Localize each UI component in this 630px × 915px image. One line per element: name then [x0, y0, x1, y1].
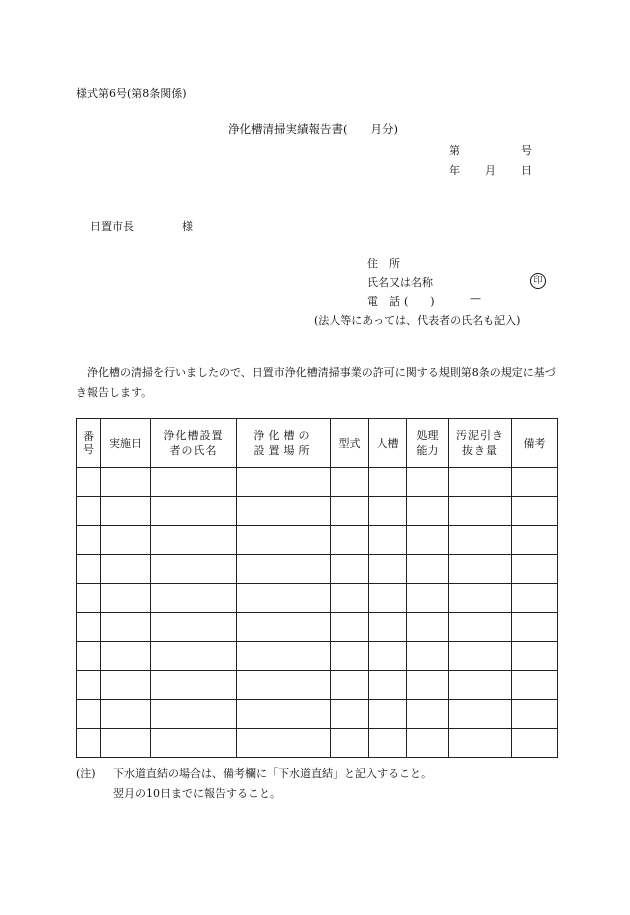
table-cell[interactable]	[237, 497, 331, 526]
table-cell[interactable]	[77, 700, 101, 729]
table-row	[77, 468, 558, 497]
table-cell[interactable]	[331, 700, 369, 729]
table-cell[interactable]	[237, 700, 331, 729]
table-cell[interactable]	[101, 700, 151, 729]
header-number: 番号	[77, 419, 101, 468]
table-cell[interactable]	[512, 584, 558, 613]
header-capacity-persons: 人槽	[369, 419, 407, 468]
document-title: 浄化槽清掃実績報告書( 月分)	[228, 122, 398, 136]
name-label: 氏名又は名称	[367, 276, 433, 289]
table-cell[interactable]	[237, 613, 331, 642]
table-cell[interactable]	[449, 613, 512, 642]
table-cell[interactable]	[449, 555, 512, 584]
table-cell[interactable]	[449, 671, 512, 700]
addressee-name: 日置市長	[90, 220, 134, 233]
table-cell[interactable]	[407, 642, 449, 671]
table-cell[interactable]	[369, 555, 407, 584]
table-cell[interactable]	[331, 468, 369, 497]
table-cell[interactable]	[237, 729, 331, 758]
table-cell[interactable]	[407, 613, 449, 642]
table-row	[77, 729, 558, 758]
table-cell[interactable]	[449, 700, 512, 729]
table-cell[interactable]	[77, 555, 101, 584]
table-cell[interactable]	[77, 497, 101, 526]
table-cell[interactable]	[369, 642, 407, 671]
table-cell[interactable]	[512, 613, 558, 642]
table-cell[interactable]	[449, 468, 512, 497]
table-row	[77, 671, 558, 700]
date-month-label: 月	[485, 164, 496, 177]
table-cell[interactable]	[369, 700, 407, 729]
table-cell[interactable]	[77, 642, 101, 671]
table-cell[interactable]	[331, 526, 369, 555]
phone-label: 電 話	[367, 295, 400, 308]
table-cell[interactable]	[151, 584, 237, 613]
table-cell[interactable]	[407, 526, 449, 555]
table-cell[interactable]	[151, 613, 237, 642]
document-number-suffix: 号	[521, 144, 532, 157]
header-processing-capacity: 処理能力	[407, 419, 449, 468]
table-cell[interactable]	[331, 584, 369, 613]
table-cell[interactable]	[369, 468, 407, 497]
table-cell[interactable]	[331, 729, 369, 758]
table-cell[interactable]	[369, 671, 407, 700]
header-sludge-amount: 汚泥引き抜き量	[449, 419, 512, 468]
table-cell[interactable]	[449, 497, 512, 526]
table-cell[interactable]	[77, 468, 101, 497]
table-cell[interactable]	[512, 555, 558, 584]
table-cell[interactable]	[237, 526, 331, 555]
table-cell[interactable]	[449, 729, 512, 758]
table-cell[interactable]	[449, 642, 512, 671]
table-cell[interactable]	[512, 700, 558, 729]
table-cell[interactable]	[369, 613, 407, 642]
table-row	[77, 700, 558, 729]
table-row	[77, 584, 558, 613]
addressee-honorific: 様	[182, 220, 193, 233]
table-cell[interactable]	[151, 526, 237, 555]
table-cell[interactable]	[151, 700, 237, 729]
table-header-row	[77, 419, 558, 468]
seal-icon: 印	[530, 273, 546, 289]
table-cell[interactable]	[369, 584, 407, 613]
table-row	[77, 497, 558, 526]
table-cell[interactable]	[77, 584, 101, 613]
table-cell[interactable]	[512, 526, 558, 555]
records-table	[76, 418, 558, 758]
table-cell[interactable]	[101, 729, 151, 758]
note-mark: (注)	[76, 767, 96, 780]
table-cell[interactable]	[407, 700, 449, 729]
table-cell[interactable]	[151, 468, 237, 497]
document-number-prefix: 第	[449, 144, 460, 157]
table-cell[interactable]	[449, 526, 512, 555]
table-cell[interactable]	[101, 584, 151, 613]
table-cell[interactable]	[512, 497, 558, 526]
report-statement: 浄化槽の清掃を行いましたので、日置市浄化槽清掃事業の許可に関する規則第8条の規定に基づき報告します。	[76, 366, 556, 399]
table-cell[interactable]	[101, 671, 151, 700]
note-line-1: 下水道直結の場合は、備考欄に「下水道直結」と記入すること。	[113, 767, 432, 780]
table-cell[interactable]	[101, 468, 151, 497]
header-model: 型式	[331, 419, 369, 468]
table-cell[interactable]	[369, 729, 407, 758]
table-cell[interactable]	[331, 642, 369, 671]
table-cell[interactable]	[101, 526, 151, 555]
records-body	[77, 468, 558, 758]
table-row	[77, 613, 558, 642]
table-cell[interactable]	[512, 671, 558, 700]
table-cell[interactable]	[77, 613, 101, 642]
table-cell[interactable]	[151, 671, 237, 700]
table-cell[interactable]	[512, 468, 558, 497]
table-cell[interactable]	[331, 497, 369, 526]
table-cell[interactable]	[77, 526, 101, 555]
table-row	[77, 555, 558, 584]
table-cell[interactable]	[407, 497, 449, 526]
table-cell[interactable]	[101, 497, 151, 526]
table-cell[interactable]	[512, 729, 558, 758]
table-cell[interactable]	[237, 584, 331, 613]
table-cell[interactable]	[101, 642, 151, 671]
table-cell[interactable]	[77, 671, 101, 700]
table-cell[interactable]	[237, 642, 331, 671]
table-cell[interactable]	[331, 613, 369, 642]
table-cell[interactable]	[237, 468, 331, 497]
table-cell[interactable]	[407, 468, 449, 497]
phone-dash: —	[470, 292, 481, 305]
table-cell[interactable]	[407, 729, 449, 758]
phone-area-code-parens: ( )	[404, 295, 435, 308]
table-cell[interactable]	[407, 671, 449, 700]
date-year-label: 年	[449, 164, 460, 177]
address-label: 住 所	[367, 257, 400, 270]
note-line-2: 翌月の10日までに報告すること。	[113, 787, 281, 800]
date-day-label: 日	[521, 164, 532, 177]
table-cell[interactable]	[101, 613, 151, 642]
table-cell[interactable]	[331, 671, 369, 700]
table-cell[interactable]	[369, 497, 407, 526]
table-row	[77, 526, 558, 555]
corporate-note: (法人等にあっては、代表者の氏名も記入)	[314, 314, 521, 327]
header-remarks: 備考	[512, 419, 558, 468]
form-number: 様式第6号(第8条関係)	[76, 87, 187, 100]
table-cell[interactable]	[77, 729, 101, 758]
table-row	[77, 642, 558, 671]
header-location: 浄化槽の設置場所	[237, 419, 331, 468]
table-cell[interactable]	[407, 555, 449, 584]
table-cell[interactable]	[331, 555, 369, 584]
header-date: 実施日	[101, 419, 151, 468]
table-cell[interactable]	[151, 497, 237, 526]
table-cell[interactable]	[449, 584, 512, 613]
header-owner-name: 浄化槽設置者の氏名	[151, 419, 237, 468]
table-cell[interactable]	[151, 642, 237, 671]
table-cell[interactable]	[101, 555, 151, 584]
table-cell[interactable]	[151, 729, 237, 758]
table-cell[interactable]	[151, 555, 237, 584]
table-cell[interactable]	[237, 671, 331, 700]
table-cell[interactable]	[369, 526, 407, 555]
table-cell[interactable]	[237, 555, 331, 584]
table-cell[interactable]	[407, 584, 449, 613]
table-cell[interactable]	[512, 642, 558, 671]
